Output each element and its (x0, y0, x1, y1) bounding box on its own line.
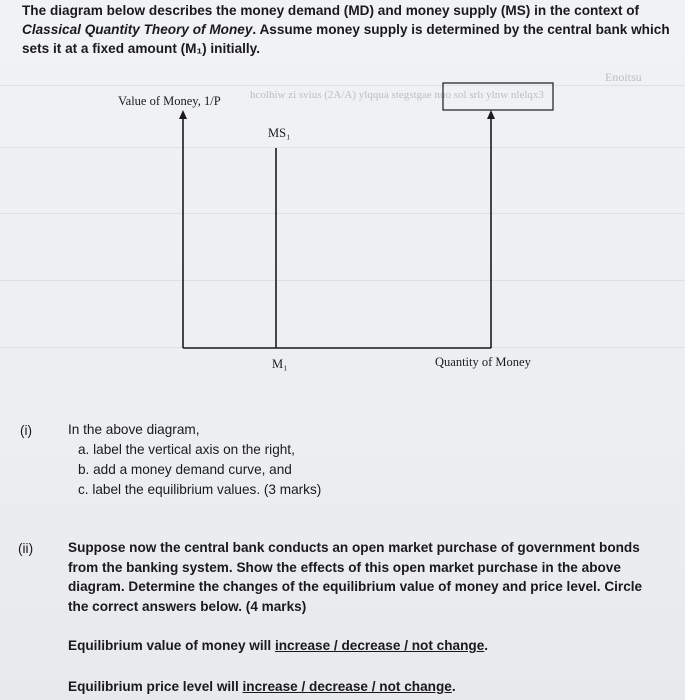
answer-price-level (68, 679, 456, 694)
question-2-line-3: diagram. Determine the changes of the equilibrium value of money and price level. Circle (68, 579, 643, 594)
question-2-line-1: Suppose now the central bank conducts an open market purchase of government bonds (68, 540, 640, 555)
question-1-number: (i) (20, 423, 33, 438)
question-2-line-2: from the banking system. Show the effects of this open market purchase in the above (68, 559, 621, 575)
answer-2-options[interactable]: increase / decrease / not change (242, 679, 452, 694)
m1-label: M₁ (272, 357, 288, 371)
answer-2-prefix: Equilibrium price level will (68, 679, 243, 694)
left-axis-arrow (179, 110, 187, 119)
right-axis-label-box[interactable] (443, 83, 553, 110)
question-2-text (68, 538, 684, 616)
intro-line-3: sets it at a fixed amount (M₁) initially. (22, 41, 261, 56)
intro-line-2: . Assume money supply is determined by the central bank which (252, 22, 670, 37)
right-axis-arrow (487, 110, 495, 119)
question-1-item-b: b. add a money demand curve, and (78, 462, 292, 477)
left-axis-label: Value of Money, 1/P (118, 94, 221, 108)
answer-value-of-money (68, 638, 488, 653)
question-1-item-a: a. label the vertical axis on the right, (78, 442, 295, 457)
question-1-text (68, 420, 321, 500)
show-through-text: hcolhiw zi svius (2A/A) ylqqua stegstgae nuo sol srlı ylnw nlelqx3 (250, 89, 544, 101)
intro-emphasis: Classical Quantity Theory of Money (22, 22, 253, 37)
answer-1-period: . (484, 638, 489, 653)
answer-1-prefix: Equilibrium value of money will (68, 638, 275, 653)
quantity-axis-label: Quantity of Money (435, 355, 531, 369)
intro-line-1: The diagram below describes the money demand (MD) and money supply (MS) in the context of (22, 3, 640, 18)
show-through-text: Enoitsu (605, 70, 642, 84)
question-2-number: (ii) (18, 541, 34, 556)
question-2-line-4: the correct answers below. (4 marks) (68, 598, 307, 614)
question-1-lead: In the above diagram, (68, 422, 200, 437)
ms1-label: MS₁ (268, 126, 291, 140)
question-1-item-c: c. label the equilibrium values. (3 marks) (78, 482, 322, 497)
answer-1-options[interactable]: increase / decrease / not change (274, 638, 485, 653)
answer-2-period: . (451, 679, 456, 694)
